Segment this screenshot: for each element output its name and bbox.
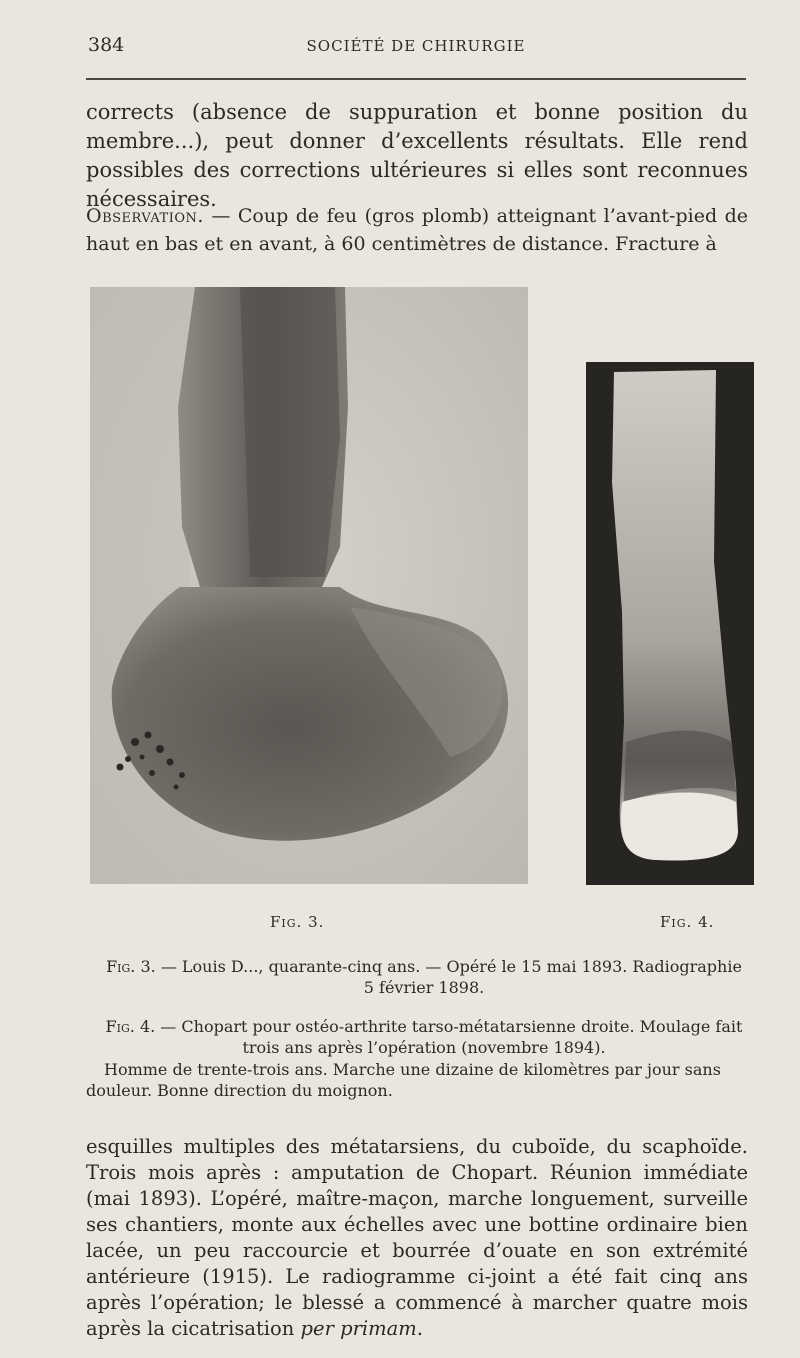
stump-cast-image: [586, 362, 754, 885]
figure-4-stump-cast: [586, 362, 754, 885]
running-title: SOCIÉTÉ DE CHIRURGIE: [306, 37, 526, 55]
caption-figure-3: [100, 956, 748, 998]
figure-3-label: Fig. 3.: [270, 913, 325, 931]
caption-4-text: — Chopart pour ostéo-arthrite tarso-métatarsienne droite. Moulage fait trois ans après l’opération (novembre 1894).: [155, 1017, 743, 1057]
caption-figure-4: [100, 1016, 748, 1058]
paragraph-3-italic: per primam.: [300, 1317, 423, 1340]
page-number: 384: [88, 34, 125, 56]
paragraph-1: corrects (absence de suppuration et bonne position du membre...), peut donner d’excellents résultats. Elle rend possibles des corrections ultérieures si elles sont reconnues nécessaires.: [86, 100, 748, 211]
radiograph-image: [90, 287, 528, 884]
observation-label: Observation.: [86, 205, 204, 227]
caption-patient-note: Homme de trente-trois ans. Marche une dizaine de kilomètres par jour sans douleur. Bonne direction du moignon.: [86, 1060, 721, 1100]
caption-3-label: Fig. 3.: [106, 957, 156, 976]
header-rule: [86, 78, 746, 80]
figure-4-label: Fig. 4.: [660, 913, 715, 931]
page-header: [88, 34, 744, 64]
paragraph-3: [86, 1134, 748, 1342]
figure-3-radiograph: [90, 287, 528, 884]
caption-3-text: — Louis D..., quarante-cinq ans. — Opéré le 15 mai 1893. Radiographie 5 février 1898.: [155, 957, 742, 997]
paragraph-3-text: esquilles multiples des métatarsiens, du cuboïde, du scaphoïde. Trois mois après : amputation de Chopart. Réunion immédiate (mai 1893). L’opéré, maître-maçon, marche longuement, surveille ses chantiers, monte aux échelles avec une bottine ordinaire bien lacée, un peu raccourcie et bourrée d’ouate en son extrémité antérieure (1915). Le radiogramme ci-joint a été fait cinq ans après l’opération; le blessé a commencé à marcher quatre mois après la cicatrisation: [86, 1135, 748, 1340]
caption-4-label: Fig. 4.: [105, 1017, 156, 1036]
observation-text: — Coup de feu (gros plomb) atteignant l’avant-pied de haut en bas et en avant, à 60 centimètres de distance. Fracture à: [86, 205, 748, 255]
paragraph-observation: [86, 202, 748, 258]
